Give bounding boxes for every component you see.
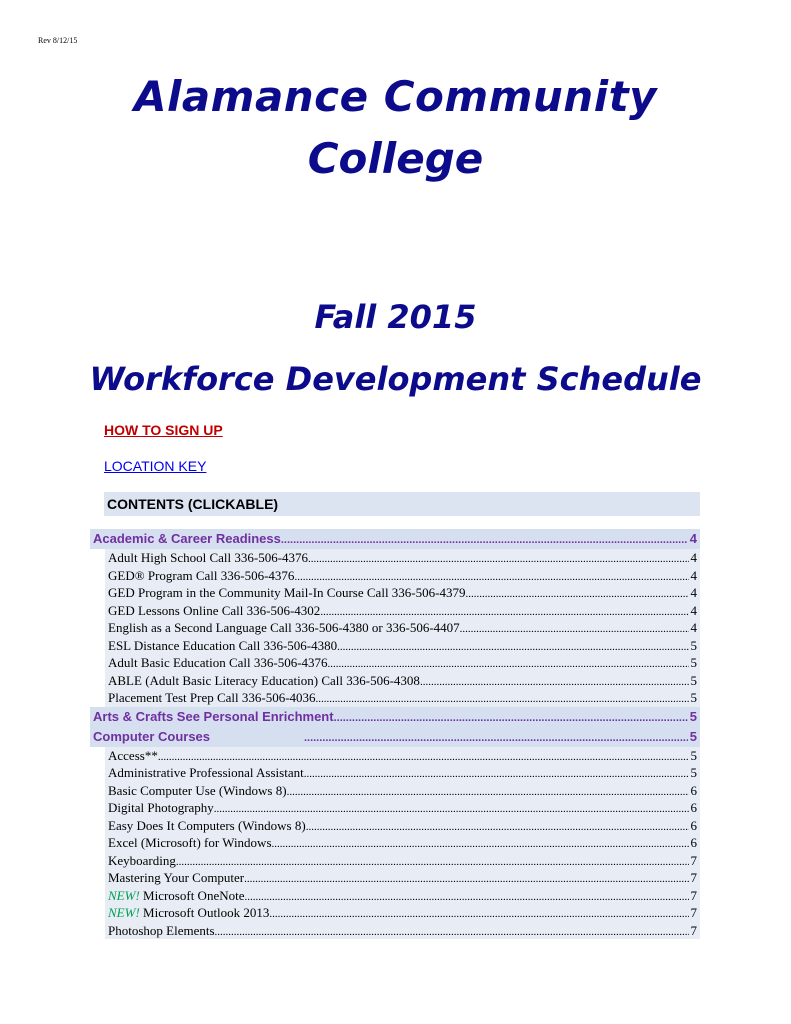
toc-entry-label: ESL Distance Education Call 336-506-4380 <box>108 637 338 653</box>
toc-page-number: 5 <box>690 690 697 705</box>
toc-page-number: 5 <box>690 747 697 763</box>
toc-section-computer[interactable] <box>90 727 700 747</box>
toc-page-number: 5 <box>690 672 697 688</box>
toc-page-number: 4 <box>690 602 697 618</box>
toc-page-number: 4 <box>690 585 697 600</box>
toc-entry-label: Basic Computer Use (Windows 8) <box>108 782 287 798</box>
dot-leader <box>420 674 689 690</box>
dot-leader <box>215 924 689 940</box>
new-badge: NEW! <box>108 887 140 903</box>
toc-entry[interactable] <box>105 887 700 905</box>
toc-entry-label: Placement Test Prep Call 336-506-4036 <box>108 690 316 705</box>
toc-page-number: 4 <box>689 531 697 546</box>
toc-page-number: 6 <box>690 782 697 798</box>
toc-section-arts[interactable] <box>90 707 700 727</box>
dot-leader <box>308 551 688 567</box>
toc-entry-label: GED® Program Call 336-506-4376 <box>108 567 295 583</box>
tab-spacer <box>210 727 304 747</box>
revision-label: Rev 8/12/15 <box>38 36 78 45</box>
toc-entry-label: Photoshop Elements <box>108 922 215 938</box>
toc-entry-label: GED Program in the Community Mail-In Course Call 336-506-4379 <box>108 585 466 600</box>
toc-page-number: 5 <box>689 728 697 744</box>
toc-entry[interactable] <box>105 834 700 852</box>
toc-entry-label: Administrative Professional Assistant <box>108 765 304 780</box>
contents-heading: CONTENTS (CLICKABLE) <box>104 492 700 516</box>
toc-page-number: 5 <box>690 765 697 780</box>
toc-page-number: 6 <box>690 817 697 833</box>
toc-entry[interactable] <box>105 602 700 620</box>
toc-entry-label: Access** <box>108 747 158 763</box>
toc-entry-label: ABLE (Adult Basic Literacy Education) Call 336-506-4308 <box>108 672 420 688</box>
toc-entry[interactable] <box>105 689 700 707</box>
dot-leader <box>320 604 688 620</box>
table-of-contents <box>90 529 700 939</box>
toc-entry[interactable] <box>105 549 700 567</box>
dot-leader <box>294 569 688 585</box>
toc-page-number: 4 <box>690 550 697 565</box>
schedule-title: Workforce Development Schedule <box>89 360 702 398</box>
dot-leader <box>269 906 688 922</box>
dot-leader <box>306 819 689 835</box>
toc-entry[interactable] <box>105 637 700 655</box>
toc-entry[interactable] <box>105 782 700 800</box>
toc-section-label: Academic & Career Readiness <box>93 531 281 546</box>
toc-page-number: 4 <box>690 567 697 583</box>
toc-entry-label: GED Lessons Online Call 336-506-4302 <box>108 602 321 618</box>
toc-entry[interactable] <box>105 869 700 887</box>
dot-leader <box>328 656 689 672</box>
dot-leader <box>460 621 689 637</box>
dot-leader <box>287 784 689 800</box>
new-badge: NEW! <box>108 905 140 920</box>
toc-entry[interactable] <box>105 817 700 835</box>
toc-entry-label: Adult High School Call 336-506-4376 <box>108 550 309 565</box>
toc-entry[interactable] <box>105 619 700 637</box>
toc-page-number: 5 <box>690 655 697 670</box>
college-name-line1: Alamance Community <box>133 72 658 121</box>
toc-entry[interactable] <box>105 799 700 817</box>
dot-leader <box>316 691 689 707</box>
dot-leader <box>176 854 689 870</box>
college-name-line2: College <box>307 134 484 183</box>
dot-leader <box>158 749 689 765</box>
toc-entry[interactable] <box>105 584 700 602</box>
dot-leader <box>304 728 688 747</box>
toc-entry-label: Microsoft OneNote <box>139 887 245 903</box>
toc-entry-label: Mastering Your Computer <box>108 870 245 885</box>
dot-leader <box>465 586 688 602</box>
dot-leader <box>334 708 688 727</box>
toc-entry-label: Digital Photography <box>108 800 214 815</box>
toc-page-number: 7 <box>690 922 697 938</box>
toc-section-label: Computer Courses <box>93 728 211 744</box>
toc-page-number: 5 <box>690 637 697 653</box>
toc-entry-label: Microsoft Outlook 2013 <box>139 905 270 920</box>
dot-leader <box>304 766 689 782</box>
toc-section-academic[interactable] <box>90 529 700 549</box>
term-title: Fall 2015 <box>314 298 477 336</box>
toc-entry-label: Easy Does It Computers (Windows 8) <box>108 817 306 833</box>
toc-page-number: 7 <box>690 870 697 885</box>
dot-leader <box>281 530 688 549</box>
toc-page-number: 6 <box>690 835 697 850</box>
toc-entry[interactable] <box>105 654 700 672</box>
toc-page-number: 7 <box>690 887 697 903</box>
toc-entry[interactable] <box>105 922 700 940</box>
location-key-link[interactable]: LOCATION KEY <box>104 458 207 474</box>
toc-entry[interactable] <box>105 567 700 585</box>
toc-page-number: 7 <box>690 852 697 868</box>
toc-entry-label: English as a Second Language Call 336-506-4380 or 336-506-4407 <box>108 620 460 635</box>
toc-entry-label: Excel (Microsoft) for Windows <box>108 835 272 850</box>
toc-entry[interactable] <box>105 672 700 690</box>
toc-entry[interactable] <box>105 904 700 922</box>
dot-leader <box>214 801 689 817</box>
dot-leader <box>244 889 688 905</box>
toc-entry[interactable] <box>105 747 700 765</box>
toc-page-number: 4 <box>690 620 697 635</box>
dot-leader <box>244 871 688 887</box>
toc-page-number: 5 <box>689 708 697 724</box>
toc-entry-label: Adult Basic Education Call 336-506-4376 <box>108 655 328 670</box>
toc-section-label: Arts & Crafts See Personal Enrichment <box>93 708 334 724</box>
toc-page-number: 7 <box>690 905 697 920</box>
dot-leader <box>337 639 688 655</box>
dot-leader <box>272 836 689 852</box>
toc-entry[interactable] <box>105 764 700 782</box>
toc-page-number: 6 <box>690 800 697 815</box>
toc-entry-label: Keyboarding <box>108 852 176 868</box>
toc-entry[interactable] <box>105 852 700 870</box>
how-to-sign-up-link[interactable]: HOW TO SIGN UP <box>104 422 223 438</box>
